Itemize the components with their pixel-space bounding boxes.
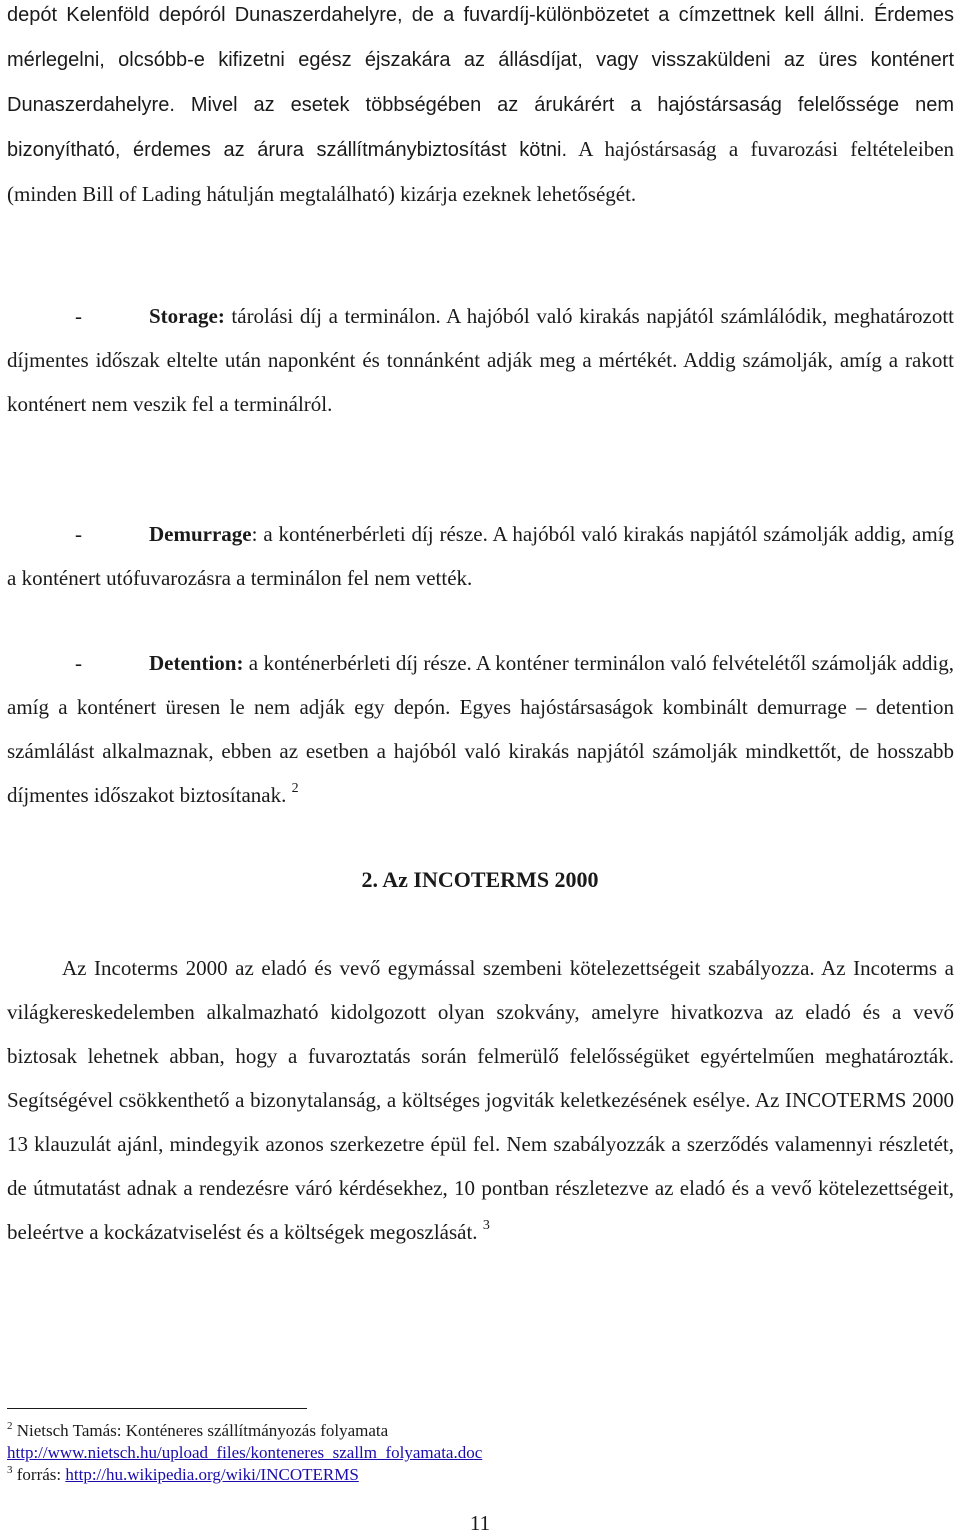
footnote-2-link[interactable]: http://www.nietsch.hu/upload_files/konteneres_szallm_folyamata.doc [7,1443,483,1462]
footnote-3-number: 3 [7,1464,13,1476]
page-number: 11 [469,1511,491,1535]
footnote-2 [7,1420,907,1464]
footnote-3-link[interactable]: http://hu.wikipedia.org/wiki/INCOTERMS [65,1465,359,1484]
footnote-ref-2[interactable]: 2 [291,781,299,796]
bullet-dash: - [75,651,82,675]
section-heading: 2. Az INCOTERMS 2000 [361,867,599,892]
bullet-dash: - [75,522,82,546]
paragraph-container-shipping [7,0,954,216]
footnote-ref-3[interactable]: 3 [482,1218,490,1233]
footnote-3-text: forrás: [12,1465,66,1484]
footnote-divider [7,1408,307,1409]
bullet-storage [7,294,954,426]
term-demurrage: Demurrage [149,522,252,546]
paragraph-shipping-part2: A hajóstársaság a fuvarozási feltételeiben (minden Bill of Lading hátulján megtalálható) kizárja ezeknek lehetőségét. [7,137,955,206]
incoterms-text: Az Incoterms 2000 az eladó és vevő egymással szembeni kötelezettségeit szabályozza. Az Incoterms a világkereskedelemben alkalmazható kidolgozott olyan szokvány, amelyre hivatkozva az eladó és a vevő biztosak lehetnek abban, hogy a fuvaroztatás során felmerülő felelősségüket egyértelműen meghatározták. Segítségével csökkenthető a bizonytalanság, a költséges jogviták keletkezésének esélye. Az INCOTERMS 2000 13 klauzulát ajánl, mindegyik azonos szerkezetre épül fel. Nem szabályozzák a szerződés valamennyi részletét, de útmutatást adnak a rendezésre váró kérdésekhez, 10 pontban részletezve az eladó és a vevő kötelezettségeit, beleértve a kockázatviselést és a költségek megoszlását. [7,956,954,1244]
detention-definition: a konténerbérleti díj része. A konténer terminálon való felvételétől számolják addig, amíg a konténert üresen le nem adják egy depón. Egyes hajóstársaságok kombinált demurrage – detention számlálást alkalmaznak, ebben az esetben a hajóból való kirakás napjától számolják mindkettőt, de hosszabb díjmentes időszakot biztosítanak. [7,651,954,807]
footnote-3 [7,1464,907,1486]
bullet-detention [7,641,954,817]
footnote-2-number: 2 [7,1420,13,1432]
term-storage: Storage: [149,304,225,328]
footnote-2-text: Nietsch Tamás: Konténeres szállítmányozás folyamata [12,1421,389,1440]
storage-definition: tárolási díj a terminálon. A hajóból való kirakás napjától számlálódik, meghatározott díjmentes időszak eltelte után naponként és tonnánként adják meg a mértékét. Addig számolják, amíg a rakott konténert nem veszik fel a terminálról. [7,304,954,416]
paragraph-incoterms [7,946,954,1254]
bullet-demurrage [7,512,954,600]
demurrage-definition: : a konténerbérleti díj része. A hajóból való kirakás napjától számolják addig, amíg a konténert utófuvarozásra a terminálon fel nem vették. [7,522,954,590]
term-detention: Detention: [149,651,244,675]
bullet-dash: - [75,304,82,328]
paragraph-shipping-part1: depót Kelenföld depóról Dunaszerdahelyre, de a fuvardíj-különbözetet a címzettnek kell állni. Érdemes mérlegelni, olcsóbb-e kifizetni egész éjszakára az állásdíjat, vagy visszaküldeni az üres konténert Dunaszerdahelyre. Mivel az esetek többségében az árukárért a hajóstársaság felelőssége nem bizonyítható, érdemes az árura szállítmánybiztosítást kötni. [7,4,954,161]
